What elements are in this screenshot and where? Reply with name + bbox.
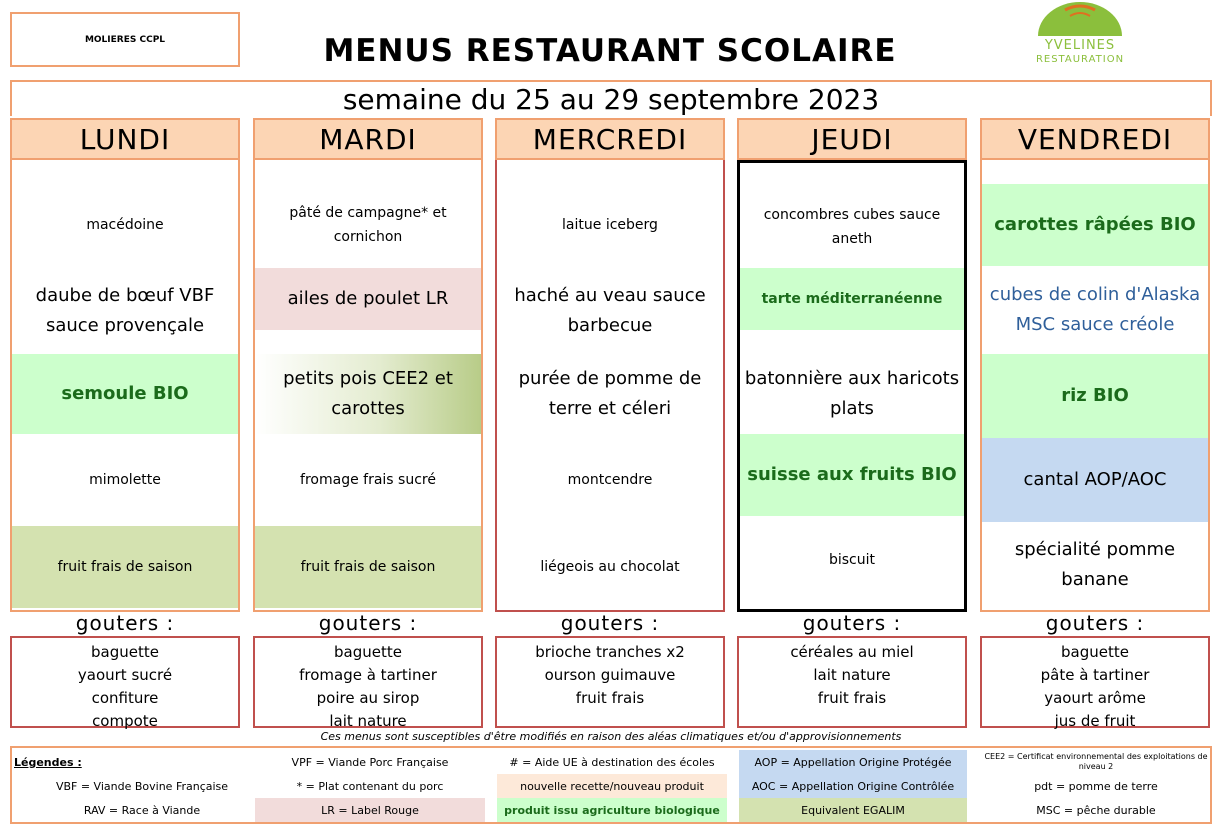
legend-bio: produit issu agriculture biologique xyxy=(497,798,727,822)
menu-starter: laitue iceberg xyxy=(562,217,658,233)
week-banner xyxy=(10,80,1212,116)
legend-vbf: VBF = Viande Bovine Française xyxy=(55,779,229,793)
gouter-item: baguette xyxy=(334,643,402,661)
gouter-item: baguette xyxy=(1061,643,1129,661)
day-column-jeudi xyxy=(737,118,967,728)
day-header: JEUDI xyxy=(737,118,967,160)
menu-main: daube de bœuf VBF sauce provençale xyxy=(35,285,215,336)
day-menu xyxy=(495,160,725,612)
legend-msc: MSC = pêche durable xyxy=(1036,803,1156,817)
logo-line1: YVELINES xyxy=(1044,38,1116,53)
day-column-mercredi xyxy=(495,118,725,728)
menu-side: purée de pomme de terre et céleri xyxy=(518,368,702,419)
menu-main: ailes de poulet LR xyxy=(255,268,481,330)
gouter-item: compote xyxy=(92,712,158,730)
gouter-item: fromage à tartiner xyxy=(299,666,437,684)
week-label: semaine du 25 au 29 septembre 2023 xyxy=(342,82,880,116)
menu-cheese: cantal AOP/AOC xyxy=(982,438,1208,522)
legend-rav: RAV = Race à Viande xyxy=(83,803,201,817)
gouter-item: céréales au miel xyxy=(790,643,914,661)
menu-dessert: fruit frais de saison xyxy=(12,526,238,608)
gouter-title: gouters : xyxy=(1045,611,1145,635)
legend-nouvelle: nouvelle recette/nouveau produit xyxy=(497,774,727,798)
legend-cee2: CEE2 = Certificat environnemental des exploitations de niveau 2 xyxy=(984,752,1208,771)
menu-dessert: spécialité pomme banane xyxy=(1014,539,1176,590)
gouter-title: gouters : xyxy=(318,611,418,635)
gouter-item: baguette xyxy=(91,643,159,661)
menu-cheese: suisse aux fruits BIO xyxy=(740,434,964,516)
legend-porc: * = Plat contenant du porc xyxy=(296,779,444,793)
day-header: MERCREDI xyxy=(495,118,725,160)
menu-dessert: liégeois au chocolat xyxy=(540,559,680,575)
menu-cheese: montcendre xyxy=(567,472,653,488)
day-column-lundi xyxy=(10,118,240,728)
menu-main: cubes de colin d'Alaska MSC sauce créole xyxy=(989,284,1201,335)
legend-lr: LR = Label Rouge xyxy=(255,798,485,822)
gouter-list xyxy=(980,636,1210,728)
gouter-item: ourson guimauve xyxy=(544,666,676,684)
day-menu xyxy=(737,160,967,612)
gouter-list xyxy=(253,636,483,728)
day-header: VENDREDI xyxy=(980,118,1210,160)
menu-starter: carottes râpées BIO xyxy=(982,184,1208,266)
menu-main: haché au veau sauce barbecue xyxy=(514,285,706,336)
day-header: LUNDI xyxy=(10,118,240,160)
menu-dessert: fruit frais de saison xyxy=(255,526,481,608)
gouter-list xyxy=(737,636,967,728)
gouter-item: confiture xyxy=(91,689,159,707)
legend-egalim: Equivalent EGALIM xyxy=(739,798,967,822)
menu-starter: macédoine xyxy=(86,217,164,233)
gouter-item: fruit frais xyxy=(817,689,887,707)
day-header: MARDI xyxy=(253,118,483,160)
gouter-item: lait nature xyxy=(813,666,891,684)
gouter-title: gouters : xyxy=(802,611,902,635)
day-menu xyxy=(10,160,240,612)
menu-side: batonnière aux haricots plats xyxy=(744,368,960,419)
menu-cheese: fromage frais sucré xyxy=(300,472,436,488)
day-menu xyxy=(980,160,1210,612)
menu-starter: concombres cubes sauce aneth xyxy=(763,206,941,247)
gouter-list xyxy=(10,636,240,728)
menu-dessert: biscuit xyxy=(828,552,876,568)
gouter-item: yaourt arôme xyxy=(1044,689,1146,707)
menu-cheese: mimolette xyxy=(89,472,161,488)
logo-text xyxy=(1010,36,1150,70)
menu-side: semoule BIO xyxy=(12,354,238,434)
gouter-item: jus de fruit xyxy=(1054,712,1136,730)
legend-vpf: VPF = Viande Porc Française xyxy=(291,755,449,769)
day-menu xyxy=(253,160,483,612)
disclaimer-text: Ces menus sont susceptibles d'être modifiés en raison des aléas climatiques et/ou d'approvisionnements xyxy=(320,729,902,743)
gouter-item: fruit frais xyxy=(575,689,645,707)
site-name: MOLIERES CCPL xyxy=(84,34,166,45)
menu-side: petits pois CEE2 et carottes xyxy=(255,354,481,434)
legend-aoc: AOC = Appellation Origine Contrôlée xyxy=(739,774,967,798)
page-title: MENUS RESTAURANT SCOLAIRE xyxy=(323,33,897,69)
gouter-item: yaourt sucré xyxy=(77,666,173,684)
legend-box xyxy=(10,746,1212,824)
gouter-title: gouters : xyxy=(560,611,660,635)
menu-starter: pâté de campagne* et cornichon xyxy=(289,205,447,245)
menu-side: riz BIO xyxy=(982,354,1208,438)
logo-line2: RESTAURATION xyxy=(1035,54,1125,65)
gouter-title: gouters : xyxy=(75,611,175,635)
legend-ue: # = Aide UE à destination des écoles xyxy=(509,755,715,769)
day-column-vendredi xyxy=(980,118,1210,728)
legend-aop: AOP = Appellation Origine Protégée xyxy=(739,750,967,774)
gouter-item: lait nature xyxy=(329,712,407,730)
gouter-item: poire au sirop xyxy=(316,689,420,707)
menu-main: tarte méditerranéenne xyxy=(740,268,964,330)
legend-title: Légendes : xyxy=(14,755,82,769)
gouter-item: pâte à tartiner xyxy=(1040,666,1150,684)
gouter-list xyxy=(495,636,725,728)
gouter-item: brioche tranches x2 xyxy=(535,643,685,661)
legend-pdt: pdt = pomme de terre xyxy=(1034,779,1158,793)
site-name-box xyxy=(10,12,240,67)
day-column-mardi xyxy=(253,118,483,728)
